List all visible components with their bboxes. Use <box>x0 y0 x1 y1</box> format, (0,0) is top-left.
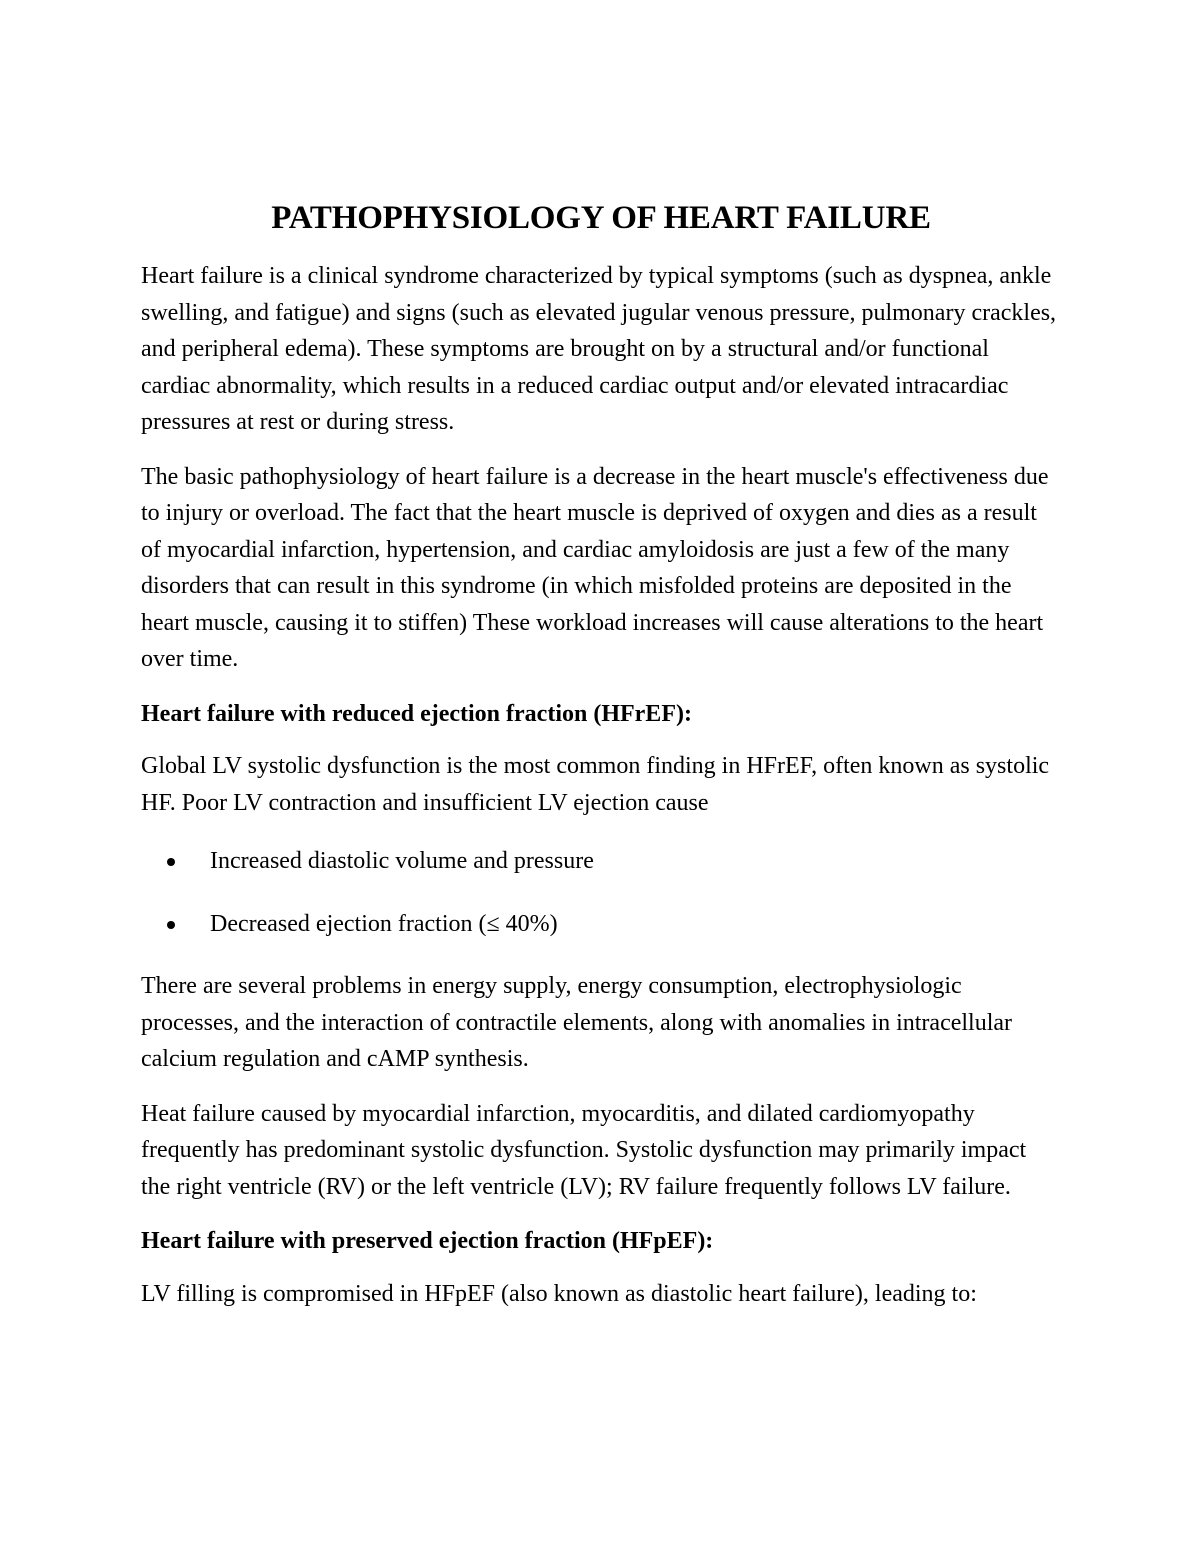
list-item-text: Increased diastolic volume and pressure <box>210 848 594 874</box>
heading-hfref: Heart failure with reduced ejection fraction (HFrEF): <box>141 700 692 727</box>
bullet-list-hfref <box>141 843 1061 942</box>
paragraph-definition: Heart failure is a clinical syndrome characterized by typical symptoms (such as dyspnea, ankle swelling, and fatigue) and signs (such as elevated jugular venous pressure, pulmonary crackles, and peripheral edema). These symptoms are brought on by a structural and/or functional cardiac abnormality, which results in a reduced cardiac output and/or elevated intracardiac pressures at rest or during stress. <box>141 263 1057 435</box>
heading-hfpef: Heart failure with preserved ejection fraction (HFpEF): <box>141 1228 714 1254</box>
bullet-icon <box>167 858 175 866</box>
paragraph-systolic-dysfunction: Heat failure caused by myocardial infarction, myocarditis, and dilated cardiomyopathy frequently has predominant systolic dysfunction. Systolic dysfunction may primarily impact the right ventricle (RV) or the left ventricle (LV); RV failure frequently follows LV failure. <box>141 1100 1027 1200</box>
paragraph-hfref-intro: Global LV systolic dysfunction is the most common finding in HFrEF, often known as systolic HF. Poor LV contraction and insufficient LV ejection cause <box>141 753 1050 816</box>
list-item-text: Decreased ejection fraction (≤ 40%) <box>210 910 558 937</box>
paragraph-hfpef-intro: LV filling is compromised in HFpEF (also known as diastolic heart failure), leading to: <box>141 1280 977 1307</box>
paragraph-basic-pathophysiology: The basic pathophysiology of heart failure is a decrease in the heart muscle's effectiveness due to injury or overload. The fact that the heart muscle is deprived of oxygen and dies as a result of myocardial infarction, hypertension, and cardiac amyloidosis are just a few of the many disorders that can result in this syndrome (in which misfolded proteins are deposited in the heart muscle, causing it to stiffen) These workload increases will cause alterations to the heart over time. <box>141 463 1049 672</box>
list-item <box>141 843 1061 880</box>
list-item <box>141 906 1061 943</box>
bullet-icon <box>167 921 175 929</box>
page-title: PATHOPHYSIOLOGY OF HEART FAILURE <box>271 200 931 236</box>
paragraph-energy-problems: There are several problems in energy supply, energy consumption, electrophysiologic processes, and the interaction of contractile elements, along with anomalies in intracellular calcium regulation and cAMP synthesis. <box>141 973 1013 1072</box>
document-page <box>141 196 1061 1330</box>
